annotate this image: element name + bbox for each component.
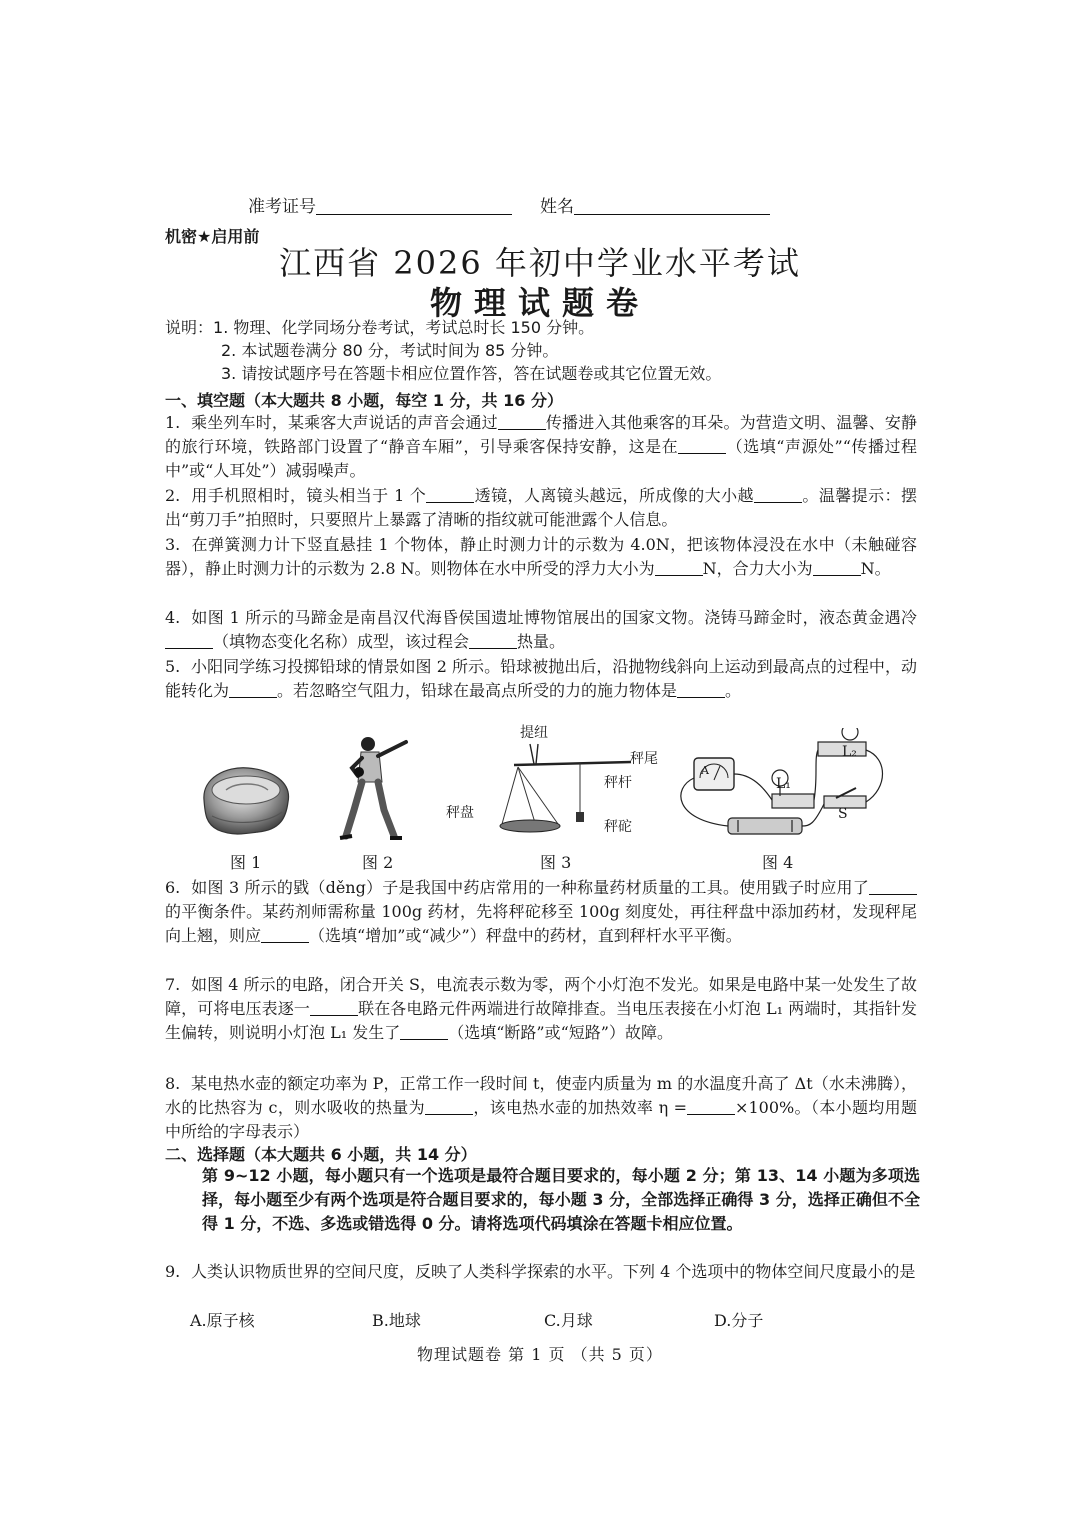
question-text: 用手机照相时，镜头相当于 1 个 [191, 486, 427, 505]
answer-blank [677, 683, 725, 698]
candidate-id-label: 准考证号 [248, 197, 316, 217]
candidate-info-line [248, 192, 798, 217]
label-rod: 秤杆 [604, 775, 632, 791]
question-9 [165, 1260, 917, 1284]
answer-blank [426, 488, 474, 503]
question-text: N。 [860, 559, 891, 578]
option-c: C.月球 [544, 1311, 593, 1330]
figure-caption: 图 4 [762, 853, 794, 872]
candidate-id-blank [316, 197, 512, 215]
label-lamp1: L₁ [776, 776, 791, 792]
label-ammeter: A [701, 764, 709, 777]
section-1-heading: 一、填空题（本大题共 8 小题，每空 1 分，共 16 分） [165, 391, 563, 410]
question-number: 9. [165, 1262, 181, 1281]
answer-blank [425, 1100, 473, 1115]
section-2-heading: 二、选择题（本大题共 6 小题，共 14 分） [165, 1145, 477, 1164]
question-text: 热量。 [517, 632, 566, 651]
option-a: A.原子核 [190, 1311, 255, 1330]
question-number: 5. [165, 657, 181, 676]
question-3 [165, 533, 917, 581]
question-number: 3. [165, 535, 181, 554]
paper-title: 物理试题卷 [429, 284, 650, 322]
label-lamp2: L₂ [842, 744, 857, 760]
question-number: 4. [165, 608, 181, 627]
question-number: 7. [165, 975, 181, 994]
answer-blank [229, 683, 277, 698]
question-text: 透镜，人离镜头越远，所成像的大小越 [474, 486, 754, 505]
question-text: （选填“声源处”“传播过程中”或“人耳处”）减弱噪声。 [165, 437, 917, 480]
page-footer: 物理试题卷 第 1 页 （共 5 页） [417, 1345, 663, 1364]
question-1 [165, 411, 917, 483]
notes-lead: 说明： [165, 318, 214, 337]
figure-caption: 图 3 [540, 853, 572, 872]
figure-caption: 图 2 [362, 853, 394, 872]
question-text: 传播进入其他乘客的耳朵。为营造文明、温馨、安静的旅行环境，铁路部门设置了“静音车厢”，引导乘客保持安静，这是在 [165, 413, 917, 456]
section-2-instructions: 第 9~12 小题，每小题只有一个选项是最符合题目要求的，每小题 2 分；第 13、14 小题为多项选择，每小题至少有两个选项是符合题目要求的，每小题 3 分，全部选择正确得 3 分，选择正确但不全得 1 分，不选、多选或错选得 0 分。请将选项代码填涂在答题卡相应位置。 [202, 1166, 920, 1233]
figure-caption: 图 1 [230, 853, 262, 872]
label-switch: S [838, 806, 848, 822]
answer-blank [869, 880, 917, 895]
answer-blank [400, 1025, 448, 1040]
question-text: （选填“增加”或“减少”）秤盘中的药材，直到秤杆水平平衡。 [309, 926, 742, 945]
answer-blank [754, 488, 802, 503]
question-text: 联在各电路元件两端进行故障排查。当电压表接在小灯泡 L₁ 两端时，其指针发生偏转，则说明小灯泡 L₁ 发生了 [165, 999, 917, 1042]
answer-blank [678, 439, 726, 454]
question-5 [165, 655, 917, 703]
answer-blank [261, 928, 309, 943]
exam-title: 江西省 2026 年初中学业水平考试 [279, 244, 801, 282]
question-text: 在弹簧测力计下竖直悬挂 1 个物体，静止时测力计的示数为 4.0N，把该物体浸没在水中（未触碰容器），静止时测力计的示数为 2.8 N。则物体在水中所受的浮力大小为 [165, 535, 917, 578]
question-8 [165, 1072, 917, 1144]
question-text: ，该电热水壶的加热效率 η = [472, 1098, 688, 1117]
name-label: 姓名 [540, 197, 574, 217]
answer-blank [165, 634, 213, 649]
answer-blank [655, 561, 703, 576]
label-string: 提纽 [520, 725, 548, 741]
note-item: 1. 物理、化学同场分卷考试，考试总时长 150 分钟。 [213, 318, 595, 337]
label-pan: 秤盘 [446, 805, 474, 821]
question-text: N，合力大小为 [702, 559, 813, 578]
question-text: 如图 1 所示的马蹄金是南昌汉代海昏侯国遗址博物馆展出的国家文物。浇铸马蹄金时，液态黄金遇冷 [191, 608, 917, 627]
answer-blank [310, 1001, 358, 1016]
question-number: 2. [165, 486, 181, 505]
name-blank [574, 197, 770, 215]
answer-blank [469, 634, 517, 649]
exam-notes [165, 316, 925, 385]
question-text: 如图 3 所示的戥（děng）子是我国中药店常用的一种称量药材质量的工具。使用戥子时应用了 [191, 878, 869, 897]
shot-put-figure [338, 734, 414, 842]
label-weight: 秤砣 [604, 819, 632, 835]
question-text: 。若忽略空气阻力，铅球在最高点所受的力的施力物体是 [277, 681, 678, 700]
question-text: （选填“断路”或“短路”）故障。 [448, 1023, 673, 1042]
question-text: 。温馨提示：摆出“剪刀手”拍照时，只要照片上暴露了清晰的指纹就可能泄露个人信息。 [165, 486, 917, 529]
question-6 [165, 876, 917, 948]
answer-blank [813, 561, 861, 576]
question-4 [165, 606, 917, 654]
note-item: 2. 本试题卷满分 80 分，考试时间为 85 分钟。 [221, 341, 559, 360]
note-item: 3. 请按试题序号在答题卡相应位置作答，答在试题卷或其它位置无效。 [221, 364, 722, 383]
question-7 [165, 973, 917, 1045]
answer-blank [687, 1100, 735, 1115]
question-text: 乘坐列车时，某乘客大声说话的声音会通过 [191, 413, 498, 432]
option-d: D.分子 [714, 1311, 764, 1330]
question-text: 小阳同学练习投掷铅球的情景如图 2 所示。铅球被抛出后，沿抛物线斜向上运动到最高点的过程中，动能转化为 [165, 657, 917, 700]
label-tail: 秤尾 [630, 751, 658, 767]
question-text: 。 [725, 681, 742, 700]
question-text: 的平衡条件。某药剂师需称量 100g 药材，先将秤砣移至 100g 刻度处，再往秤盘中添加药材，发现秤尾向上翘，则应 [165, 902, 917, 945]
question-text: 如图 4 所示的电路，闭合开关 S，电流表示数为零，两个小灯泡不发光。如果是电路中某一处发生了故障，可将电压表逐一 [165, 975, 917, 1018]
question-number: 6. [165, 878, 181, 897]
option-b: B.地球 [372, 1311, 421, 1330]
question-2 [165, 484, 917, 532]
question-text: ×100%。（本小题均用题中所给的字母表示） [165, 1098, 917, 1141]
question-number: 8. [165, 1074, 181, 1093]
question-text: 某电热水壶的额定功率为 P，正常工作一段时间 t，使壶内质量为 m 的水温度升高了 Δt（水未沸腾），水的比热容为 c，则水吸收的热量为 [165, 1074, 917, 1117]
gold-ingot-figure [196, 760, 296, 840]
question-text: 人类认识物质世界的空间尺度，反映了人类科学探索的水平。下列 4 个选项中的物体空间尺度最小的是 [191, 1262, 916, 1281]
question-number: 1. [165, 413, 181, 432]
confidential-mark: 机密★启用前 [165, 227, 260, 246]
question-text: （填物态变化名称）成型，该过程会 [213, 632, 470, 651]
answer-blank [498, 415, 546, 430]
